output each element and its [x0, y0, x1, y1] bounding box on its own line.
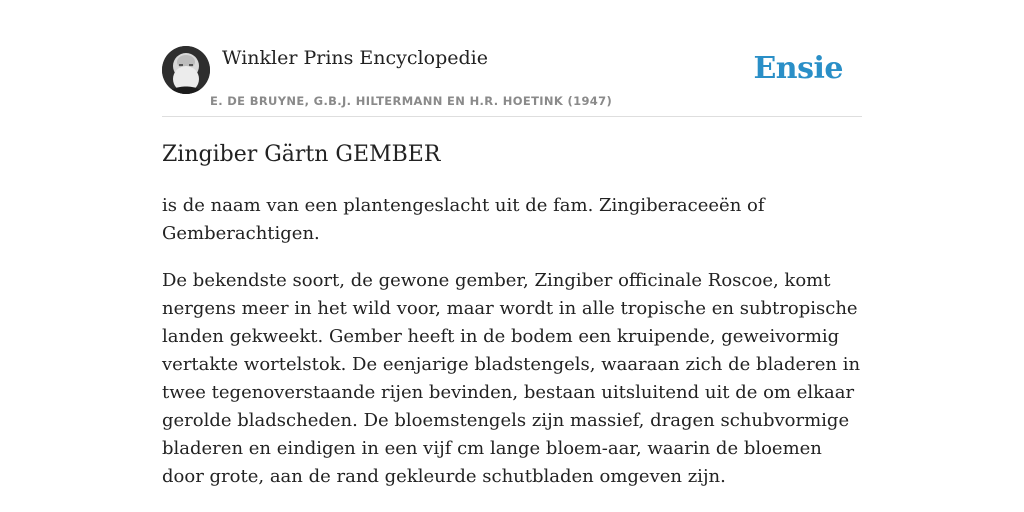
- entry-paragraph: is de naam van een plantengeslacht uit de fam. Zingiberaceeën of Gemberachtigen.: [162, 195, 765, 244]
- page-container: [162, 0, 862, 487]
- source-title[interactable]: Winkler Prins Encyclopedie: [222, 47, 488, 69]
- author-portrait-icon: [162, 46, 210, 94]
- source-header: [162, 0, 862, 117]
- entry-paragraph: De bekendste soort, de gewone gember, Zingiber officinale Roscoe, komt nergens meer in het wild voor, maar wordt in alle tropische en subtropische landen gekweekt. Gember heeft in de bodem een kruipende, geweivormig vertakte wortelstok. De eenjarige bladstengels, waaraan zich de bladeren in twee tegenoverstaande rijen bevinden, bestaan uitsluitend uit de om elkaar gerolde bladscheden. De bloemstengels zijn massief, dragen schubvormige bladeren en eindigen in een vijf cm lange bloem-aar, waarin de bloemen door grote, aan de rand gekleurde schutbladen omgeven zijn.: [162, 270, 861, 487]
- avatar[interactable]: [162, 46, 210, 94]
- entry-title: Zingiber Gärtn GEMBER: [162, 142, 441, 167]
- source-authors: E. DE BRUYNE, G.B.J. HILTERMANN EN H.R. HOETINK (1947): [210, 94, 613, 108]
- brand-logo[interactable]: Ensie: [753, 51, 843, 86]
